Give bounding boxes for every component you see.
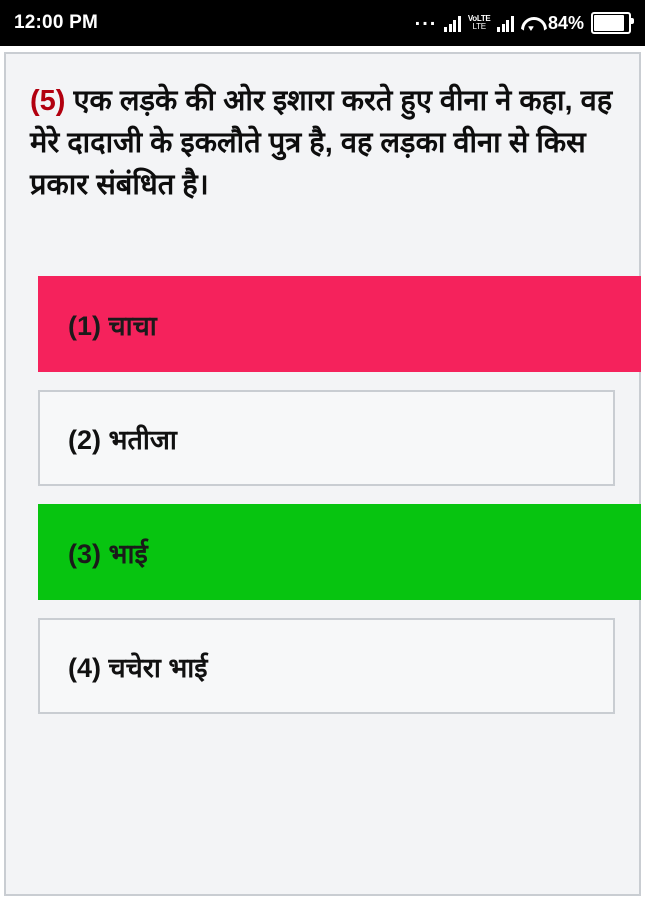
status-time: 12:00 PM (14, 12, 98, 33)
status-icons (414, 8, 631, 34)
option-4[interactable]: (4) चचेरा भाई (38, 618, 615, 714)
question-card (4, 52, 641, 896)
signal-bars-icon-2 (497, 14, 514, 32)
more-dots-icon: ... (414, 8, 438, 30)
status-bar (0, 0, 645, 46)
volte-label-bottom: LTE (472, 22, 486, 31)
quiz-screen (0, 46, 645, 900)
question-body: एक लड़के की ओर इशारा करते हुए वीना ने कहा, वह मेरे दादाजी के इकलौते पुत्र है, वह लड़का वीना से किस प्रकार संबंधित है। (30, 85, 613, 202)
option-1[interactable]: (1) चाचा (38, 276, 641, 372)
volte-icon (468, 15, 491, 31)
wifi-icon (521, 15, 541, 31)
question-text (30, 80, 615, 206)
question-number: (5) (30, 85, 66, 117)
option-2[interactable]: (2) भतीजा (38, 390, 615, 486)
volte-label-top: VoLTE (467, 14, 491, 23)
options-list (30, 276, 615, 714)
spacer (30, 214, 615, 276)
battery-percent: 84% (547, 12, 584, 33)
battery-icon (591, 12, 631, 34)
option-3[interactable]: (3) भाई (38, 504, 641, 600)
signal-bars-icon (444, 14, 461, 32)
